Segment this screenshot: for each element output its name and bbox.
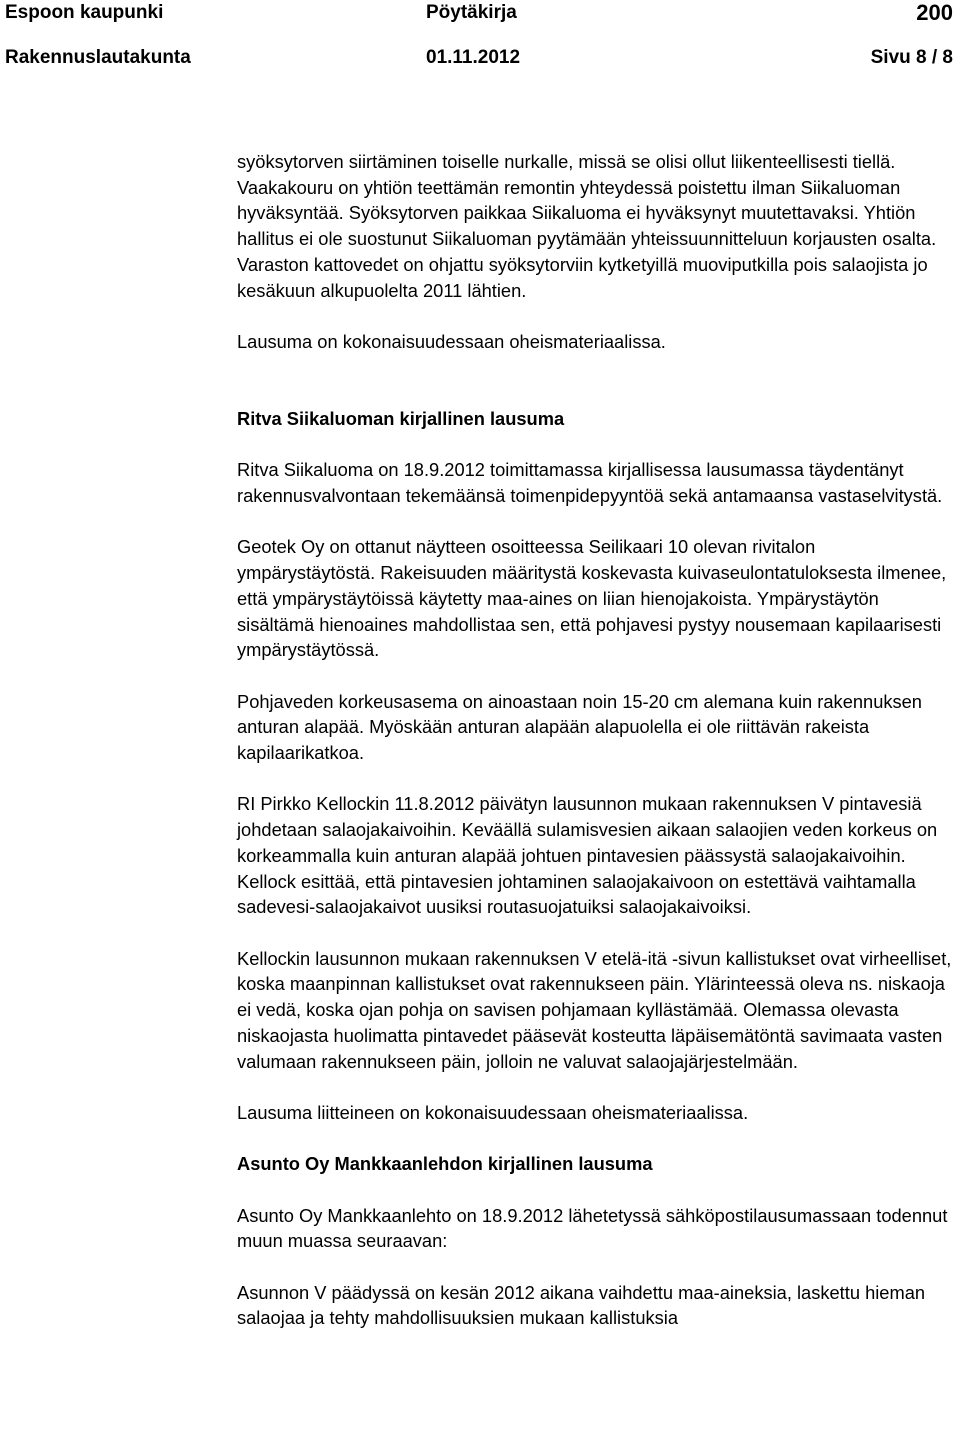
header-row-bottom bbox=[5, 45, 953, 71]
paragraph: Asunnon V päädyssä on kesän 2012 aikana vaihdettu maa-aineksia, laskettu hieman salaojaa ja tehty mahdollisuuksien mukaan kallistuksia bbox=[237, 1281, 926, 1329]
document-body bbox=[237, 149, 957, 1357]
paragraph: Ritva Siikaluoma on 18.9.2012 toimittamassa kirjallisessa lausumassa täydentänyt rakennusvalvontaan tekemäänsä toimenpidepyyntöä sekä antamaansa vastaselvitystä. bbox=[237, 459, 943, 507]
paragraph: Asunto Oy Mankkaanlehto on 18.9.2012 lähetetyssä sähköpostilausumassaan todennut muun muassa seuraavan: bbox=[237, 1204, 948, 1252]
paragraph: Pohjaveden korkeusasema on ainoastaan noin 15-20 cm alemana kuin rakennuksen anturan alapää. Myöskään anturan alapään alapuolella ei ole riittävän rakeista kapilaarikatkoa. bbox=[237, 690, 922, 764]
header-row-top bbox=[5, 0, 953, 26]
document-number: 200 bbox=[916, 0, 953, 25]
paragraph: Kellockin lausunnon mukaan rakennuksen V etelä-itä -sivun kallistukset ovat virheelliset, koska maanpinnan kallistukset ovat rakennukseen päin. Ylärinteessä oleva ns. niskaoja ei vedä, koska ojan pohja on savisen pohjamaan kyllästämää. Olemassa olevasta niskaojasta huolimatta pintavedet pääsevät kosteutta läpäisemätöntä savimaata vasten valumaan rakennukseen päin, jolloin ne valuvat salaojajärjestelmään. bbox=[237, 947, 952, 1072]
meeting-date: 01.11.2012 bbox=[426, 47, 521, 68]
page-number: Sivu 8 / 8 bbox=[870, 47, 953, 68]
paragraph: Lausuma on kokonaisuudessaan oheismateriaalissa. bbox=[237, 330, 666, 352]
section-heading: Asunto Oy Mankkaanlehdon kirjallinen lausuma bbox=[237, 1153, 653, 1175]
section-heading: Ritva Siikaluoman kirjallinen lausuma bbox=[237, 408, 565, 429]
committee-name: Rakennuslautakunta bbox=[5, 47, 191, 68]
city-name: Espoon kaupunki bbox=[5, 2, 164, 23]
paragraph: RI Pirkko Kellockin 11.8.2012 päivätyn lausunnon mukaan rakennuksen V pintavesiä johdetaan salaojakaivoihin. Keväällä sulamisvesien aikaan salaojien veden korkeus on korkeammalla kuin anturan alapää johtuen pintavesien päässystä salaojakaivoihin. Kellock esittää, että pintavesien johtaminen salaojakaivoon on estettävä vaihtamalla sadevesi-salaojakaivot uusiksi routasuojatuiksi salaojakaivoiksi. bbox=[237, 793, 938, 918]
paragraph: Geotek Oy on ottanut näytteen osoitteessa Seilikaari 10 olevan rivitalon ympärystäytöstä. Rakeisuuden määritystä koskevasta kuivaseulontatuloksesta ilmenee, että ympärystäytöissä käytetty maa-aines on liian hienojakoista. Ympärystäytön sisältämä hienoaines mahdollistaa sen, että pohjavesi pystyy nousemaan kapilaarisesti ympärystäytössä. bbox=[237, 536, 947, 661]
paragraph: Lausuma liitteineen on kokonaisuudessaan oheismateriaalissa. bbox=[237, 1101, 749, 1123]
paragraph: syöksytorven siirtäminen toiselle nurkalle, missä se olisi ollut liikenteellisesti tiellä. Vaakakouru on yhtiön teettämän remontin yhteydessä poistettu ilman Siikaluoman hyväksyntää. Syöksytorven paikkaa Siikaluoma ei hyväksynyt muutettavaksi. Yhtiön hallitus ei ole suostunut Siikaluoman pyytämään yhteissuunnitteluun korjausten osalta. Varaston kattovedet on ohjattu syöksytorviin kytketyillä muoviputkilla pois salaojista jo kesäkuun alkupuolelta 2011 lähtien. bbox=[237, 151, 937, 301]
document-type: Pöytäkirja bbox=[426, 2, 517, 23]
